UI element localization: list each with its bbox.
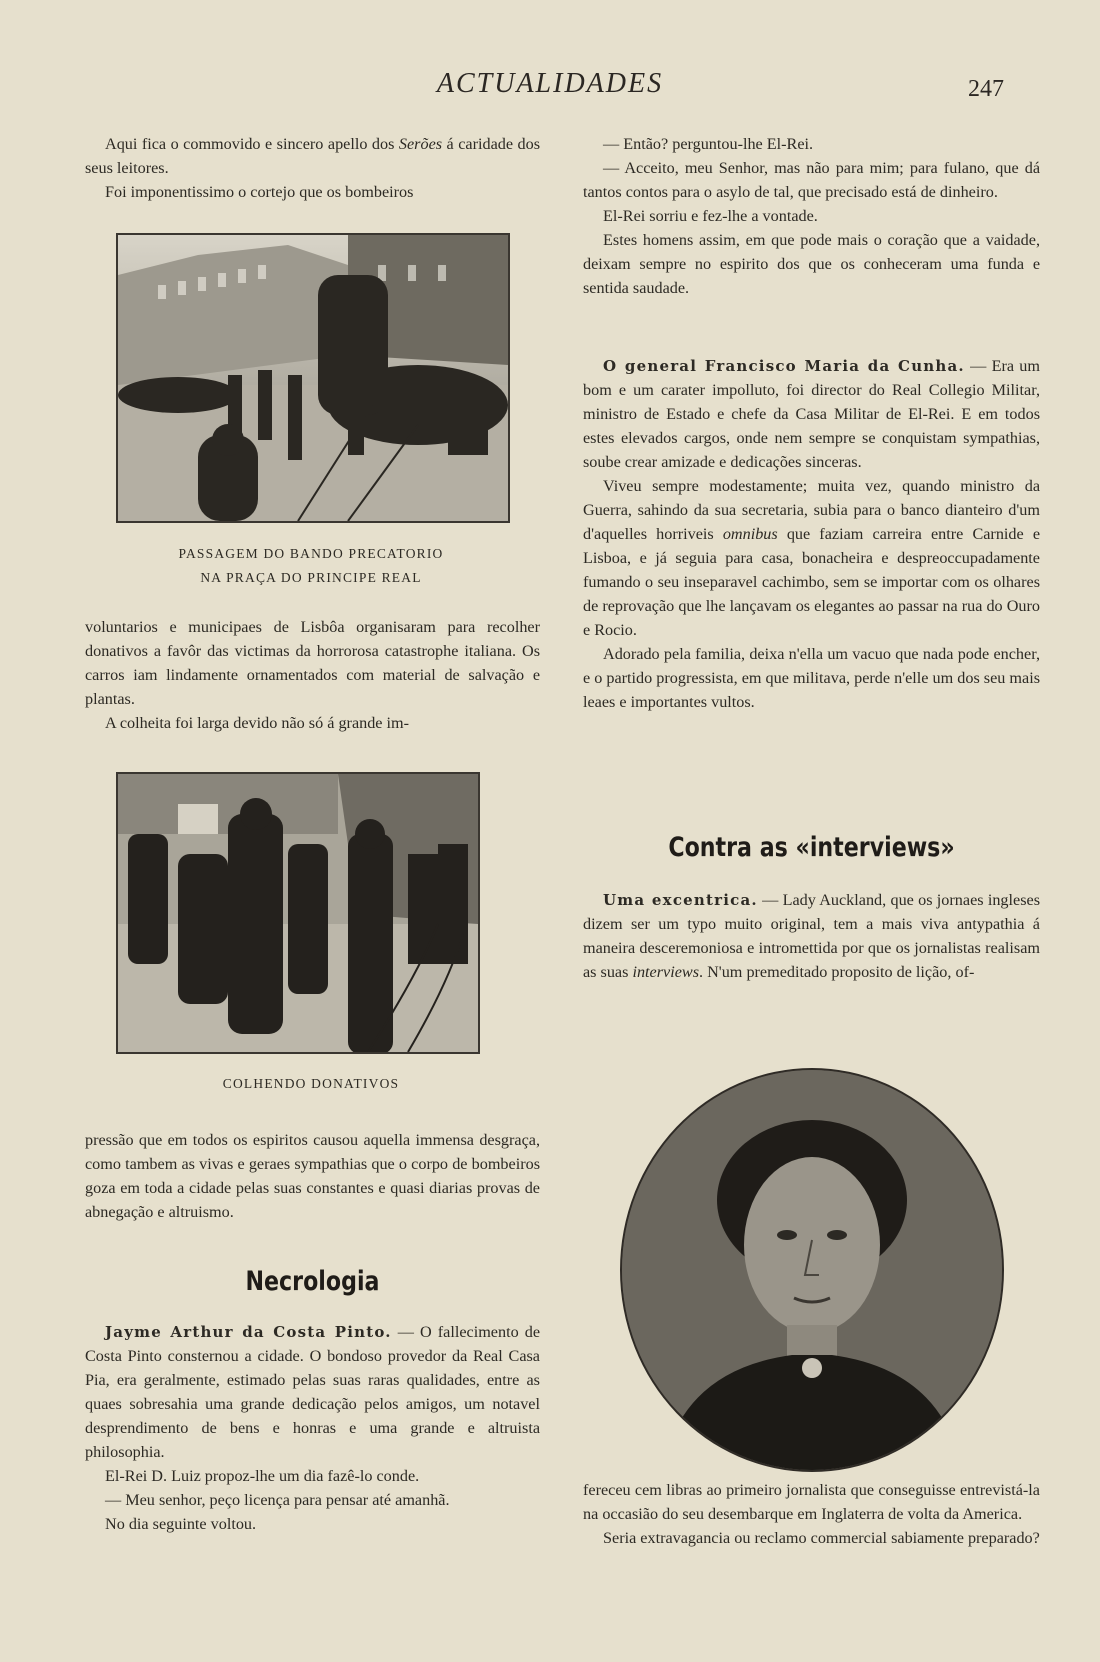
paragraph-colheita-end: pressão que em todos os espiritos causou aquella immensa desgraça, como tambem as vivas e geraes sympathias que o corpo de bombeiros goza em toda a cidade pelas suas constantes e quasi diarias provas de abnegação e altruismo. [85, 1131, 540, 1221]
paragraph-costa-pinto: Jayme Arthur da Costa Pinto. — O fallecimento de Costa Pinto consternou a cidade. O bondoso provedor da Real Casa Pia, era geralmente, estimado pelas suas raras qualidades, entre as quaes sobresahia uma grande dedicação pelos amigos, um notavel desprendimento de bens e honras e uma grande e altruista philosophia. [85, 1323, 540, 1461]
paragraph-cem-libras: fereceu cem libras ao primeiro jornalista que conseguisse entrevistá-la na occasião do seu desembarque em Inglaterra de volta da America. [583, 1481, 1040, 1523]
paragraph-modestamente: Viveu sempre modestamente; muita vez, quando ministro da Guerra, sahindo da sua secretaria, subia para o banco dianteiro d'um d'aquelles horriveis omnibus que faziam carreira entre Carnide e Lisboa, e já seguia para casa, bonacheira e despreoccupadamente fumando o seu inseparavel cachimbo, sem se importar com os olhares de reprovação que lhe lançavam os elegantes ao passar na rua do Ouro e Rocio. [583, 477, 1040, 639]
heading-necrologia: Necrologia [245, 1266, 380, 1297]
paragraph-cortejo-start: Foi imponentissimo o cortejo que os bombeiros [105, 183, 414, 201]
left-column-top [85, 132, 540, 204]
photo-bando-precatorio [116, 233, 510, 523]
caption-bando: PASSAGEM DO BANDO PRECATORIO NA PRAÇA DO PRINCIPE REAL [178, 546, 444, 585]
photo-colhendo-donativos [116, 772, 480, 1054]
right-column-interviews [583, 888, 1040, 984]
paragraph-extravagancia: Seria extravagancia ou reclamo commercial sabiamente preparado? [603, 1529, 1040, 1547]
paragraph-dia-seguinte: No dia seguinte voltou. [105, 1515, 257, 1533]
paragraph-cortejo-end: voluntarios e municipaes de Lisbôa organisaram para recolher donativos a favôr das victimas da horrorosa catastrophe italiana. Os carros iam lindamente ornamentados com material de salvação e plantas. [85, 618, 540, 708]
page-number: 247 [968, 76, 1004, 102]
right-column-top [583, 132, 1040, 300]
right-column-general [583, 354, 1040, 714]
paragraph-licenca: — Meu senhor, peço licença para pensar até amanhã. [105, 1491, 450, 1509]
left-column-necrologia [85, 1320, 540, 1536]
paragraph-colheita-start: A colheita foi larga devido não só á grande im- [105, 714, 410, 732]
paragraph-adorado: Adorado pela familia, deixa n'ella um vacuo que nada pode encher, e o partido progressista, em que militava, perde n'elle um dos seu mais leaes e importantes vultos. [583, 645, 1040, 711]
paragraph-homens: Estes homens assim, em que pode mais o coração que a vaidade, deixam sempre no espirito dos que os conheceram uma funda e sentida saudade. [583, 231, 1040, 297]
paragraph-elrei-conde: El-Rei D. Luiz propoz-lhe um dia fazê-lo conde. [105, 1467, 420, 1485]
paragraph-sorriu: El-Rei sorriu e fez-lhe a vontade. [603, 207, 818, 225]
heading-interviews: Contra as «interviews» [668, 832, 955, 863]
running-title: ACTUALIDADES [436, 68, 664, 99]
paragraph-appeal: Aqui fica o commovido e sincero apello dos Serões á caridade dos seus leitores. [85, 135, 540, 177]
left-column-bottom [85, 1128, 540, 1224]
paragraph-entao: — Então? perguntou-lhe El-Rei. [603, 135, 814, 153]
paragraph-acceito: — Acceito, meu Senhor, mas não para mim; para fulano, que dá tantos contos para o asylo de tal, que precisado está de dinheiro. [583, 159, 1040, 201]
paragraph-excentrica: Uma excentrica. — Lady Auckland, que os jornaes ingleses dizem ser um typo muito original, tem a mais viva antypathia á maneira desceremoniosa e intromettida por que os jornalistas realisam as suas interviews. N'um premeditado proposito de lição, of- [583, 891, 1040, 981]
right-column-bottom [583, 1478, 1040, 1550]
caption-colhendo: COLHENDO DONATIVOS [222, 1076, 400, 1091]
portrait-lady-auckland [620, 1068, 1004, 1472]
paragraph-general: O general Francisco Maria da Cunha. — Era um bom e um carater impolluto, foi director do Real Collegio Militar, ministro de Estado e chefe da Casa Militar de El-Rei. E em todos estes elevados cargos, onde nem sempre se conquistam sympathias, soube crear amizade e dedicações sinceras. [583, 357, 1040, 471]
left-column-middle [85, 615, 540, 735]
